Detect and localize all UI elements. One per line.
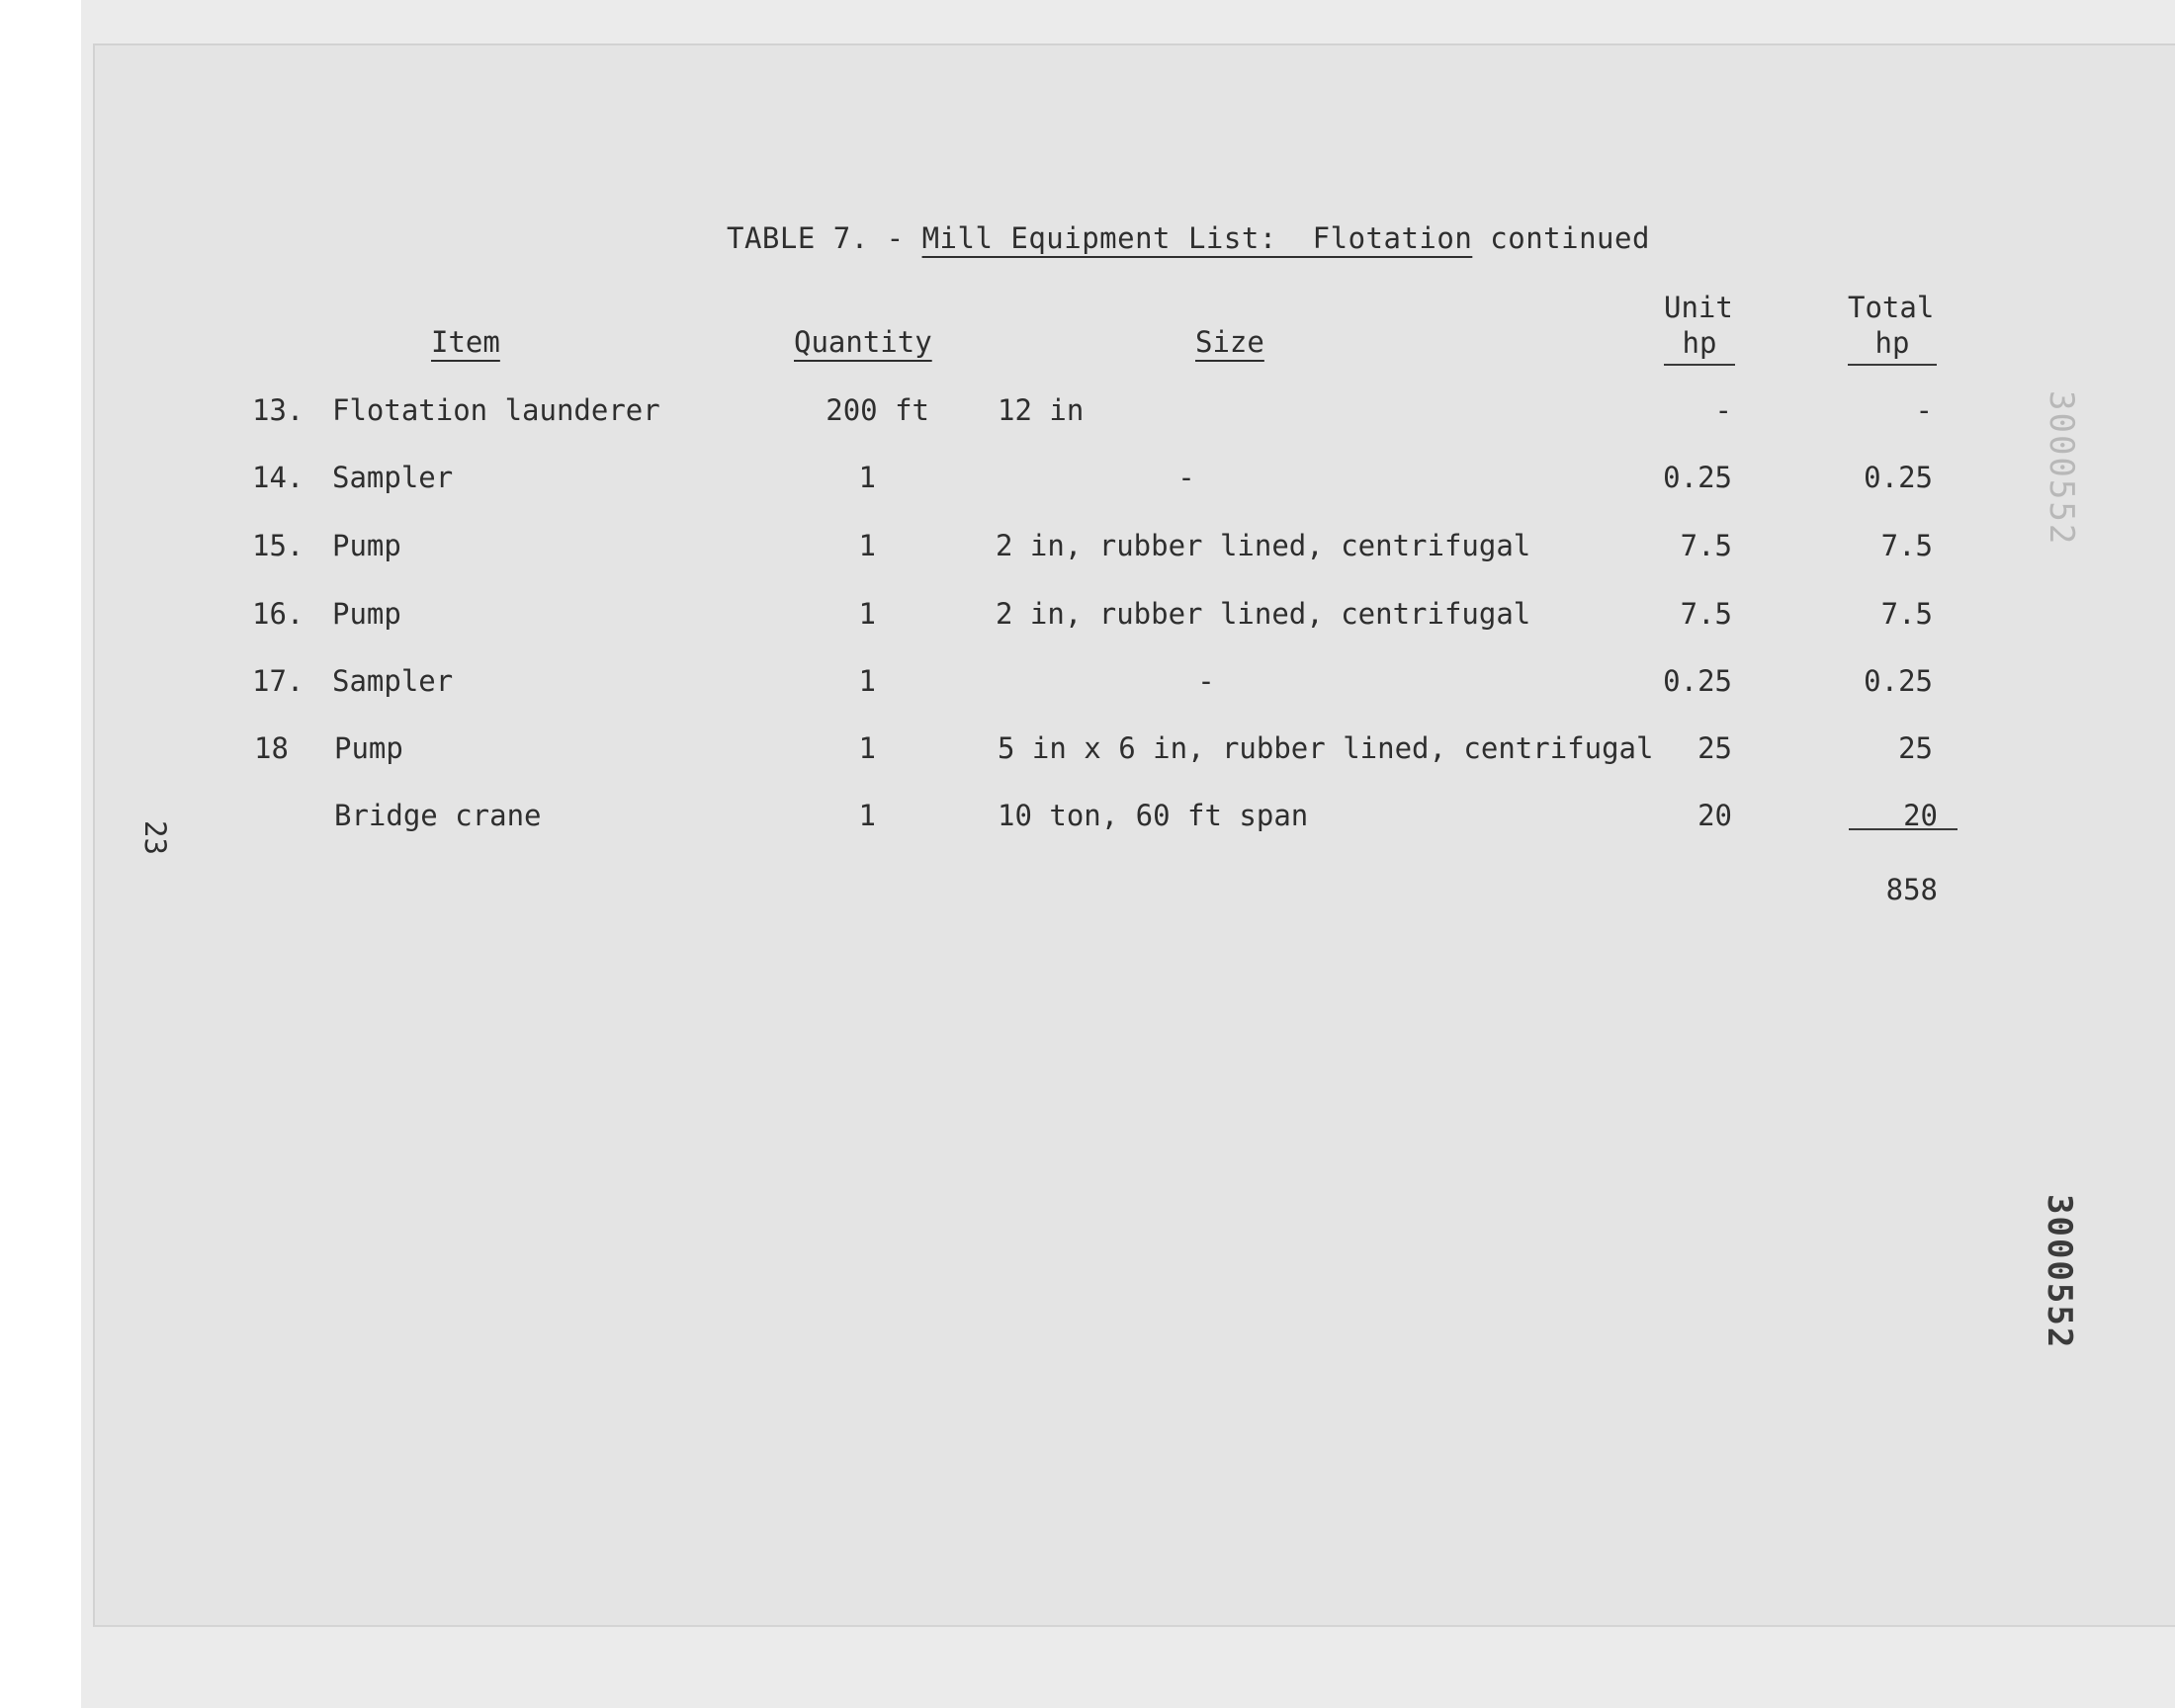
page-number: 23 <box>138 820 172 855</box>
row-unit-hp: 25 <box>1697 731 1732 765</box>
faint-document-stamp: 3000552 <box>2042 390 2081 547</box>
header-total-hp-top: Total <box>1848 291 1935 324</box>
row-unit-hp: 20 <box>1697 799 1732 832</box>
row-number: 17. <box>252 664 304 698</box>
row-total-hp: 0.25 <box>1864 461 1933 494</box>
row-size: - <box>1177 461 1195 494</box>
document-stamp: 3000552 <box>2040 1194 2079 1350</box>
row-item: Pump <box>334 731 403 765</box>
row-item: Sampler <box>332 461 454 494</box>
row-total-hp: 25 <box>1898 731 1933 765</box>
row-total-hp: 7.5 <box>1880 529 1933 562</box>
sum-divider <box>1849 828 1958 830</box>
header-unit-hp-top: Unit <box>1664 291 1733 324</box>
table-title <box>727 221 1650 255</box>
title-prefix: TABLE 7. - <box>727 221 922 255</box>
row-number: 14. <box>252 461 304 494</box>
row-unit-hp: 7.5 <box>1680 597 1732 631</box>
row-quantity: 1 <box>858 529 876 562</box>
row-size: 5 in x 6 in, rubber lined, centrifugal <box>998 731 1654 765</box>
row-unit-hp: 7.5 <box>1680 529 1732 562</box>
row-number: 18 <box>254 731 289 765</box>
header-unit-hp-bottom: hp <box>1664 326 1735 366</box>
row-total-hp: 0.25 <box>1864 664 1933 698</box>
row-item: Pump <box>332 529 401 562</box>
row-quantity: 1 <box>858 597 876 631</box>
row-item: Flotation launderer <box>332 393 660 427</box>
row-item: Bridge crane <box>334 799 542 832</box>
row-total-hp: 20 <box>1903 799 1938 832</box>
scan-background <box>0 0 81 1708</box>
grand-total: 858 <box>1885 873 1938 906</box>
title-suffix: continued <box>1472 221 1650 255</box>
row-quantity: 1 <box>858 731 876 765</box>
row-number: 16. <box>252 597 304 631</box>
row-item: Sampler <box>332 664 454 698</box>
row-item: Pump <box>332 597 401 631</box>
row-quantity: 1 <box>858 799 876 832</box>
row-total-hp: 7.5 <box>1880 597 1933 631</box>
row-number: 15. <box>252 529 304 562</box>
row-total-hp: - <box>1915 393 1933 427</box>
row-size: 12 in <box>998 393 1085 427</box>
row-size: 2 in, rubber lined, centrifugal <box>996 529 1531 562</box>
row-quantity: 200 ft <box>826 393 929 427</box>
row-unit-hp: - <box>1714 393 1732 427</box>
header-quantity: Quantity <box>794 325 932 359</box>
row-size: - <box>1197 664 1215 698</box>
header-total-hp-bottom: hp <box>1848 326 1937 366</box>
title-underlined: Mill Equipment List: Flotation <box>921 221 1473 255</box>
row-quantity: 1 <box>858 461 876 494</box>
row-size: 10 ton, 60 ft span <box>998 799 1309 832</box>
document-page <box>93 43 2175 1627</box>
header-item: Item <box>431 325 500 359</box>
row-number: 13. <box>252 393 304 427</box>
row-unit-hp: 0.25 <box>1663 461 1732 494</box>
row-unit-hp: 0.25 <box>1663 664 1732 698</box>
row-quantity: 1 <box>858 664 876 698</box>
row-size: 2 in, rubber lined, centrifugal <box>996 597 1531 631</box>
header-size: Size <box>1195 325 1264 359</box>
